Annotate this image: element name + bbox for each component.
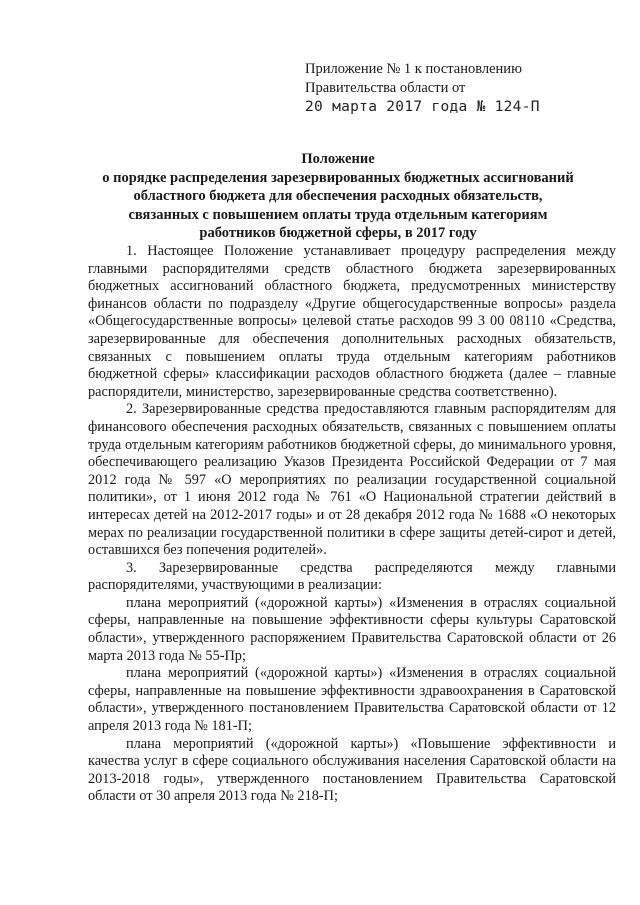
annex-line-1: Приложение № 1 к постановлению: [305, 61, 522, 77]
annex-date-number: 20 марта 2017 года № 124-П: [305, 99, 540, 115]
document-body: [88, 243, 616, 806]
paragraph-6: плана мероприятий («дорожной карты») «Повышение эффективности и качества услуг в сфере социального обслуживания населения Саратовской области на 2013-2018 годы», утвержденного постановлением Правительства Саратовской области от 30 апреля 2013 года № 218-П;: [88, 735, 616, 805]
title-line-3: областного бюджета для обеспечения расходных обязательств,: [133, 188, 543, 204]
paragraph-1: 1. Настоящее Положение устанавливает процедуру распределения между главными распорядителями средств областного бюджета зарезервированных бюджетных ассигнований областного бюджета, предусмотренных министерству финансов области по подразделу «Другие общегосударственные вопросы» раздела «Общегосударственные вопросы» целевой статье расходов 99 3 00 08110 «Средства, зарезервированные для обеспечения дополнительных расходных обязательств, связанных с повышением оплаты труда отдельным категориям работников бюджетной сферы» классификации расходов областного бюджета (далее – главные распорядители, министерство, зарезервированные средства соответственно).: [88, 243, 616, 400]
annex-line-2: Правительства области от: [305, 80, 466, 96]
paragraph-2: 2. Зарезервированные средства предоставляются главным распорядителям для финансового обеспечения расходных обязательств, связанных с повышением оплаты труда отдельным категориям работников бюджетной сферы, до минимального уровня, обеспечивающего реализацию Указов Президента Российской Федерации от 7 мая 2012 года № 597 «О мероприятиях по реализации государственной социальной политики», от 1 июня 2012 года № 761 «О Национальной стратегии действий в интересах детей на 2012-2017 годы» и от 28 декабря 2012 года № 1688 «О некоторых мерах по реализации государственной политики в сфере защиты детей-сирот и детей, оставшихся без попечения родителей».: [88, 401, 616, 559]
annex-header: [305, 60, 625, 117]
title-line-4: связанных с повышением оплаты труда отдельным категориям: [128, 206, 548, 223]
title-line-5: работников бюджетной сферы, в 2017 году: [199, 225, 477, 241]
paragraph-3: 3. Зарезервированные средства распределяются между главными распорядителями, участвующими в реализации:: [88, 559, 616, 594]
title-line-1: Положение: [301, 151, 375, 167]
paragraph-4: плана мероприятий («дорожной карты») «Изменения в отраслях социальной сферы, направленные на повышение эффективности сферы культуры Саратовской области», утвержденного распоряжением Правительства Саратовской области от 26 марта 2013 года № 55-Пр;: [88, 594, 616, 664]
title-line-2: о порядке распределения зарезервированных бюджетных ассигнований: [102, 169, 574, 186]
paragraph-5: плана мероприятий («дорожной карты») «Изменения в отраслях социальной сферы, направленные на повышение эффективности здравоохранения в Саратовской области», утвержденного постановлением Правительства Саратовской области от 12 апреля 2013 года № 181-П;: [88, 665, 616, 735]
document-title: [60, 150, 616, 243]
